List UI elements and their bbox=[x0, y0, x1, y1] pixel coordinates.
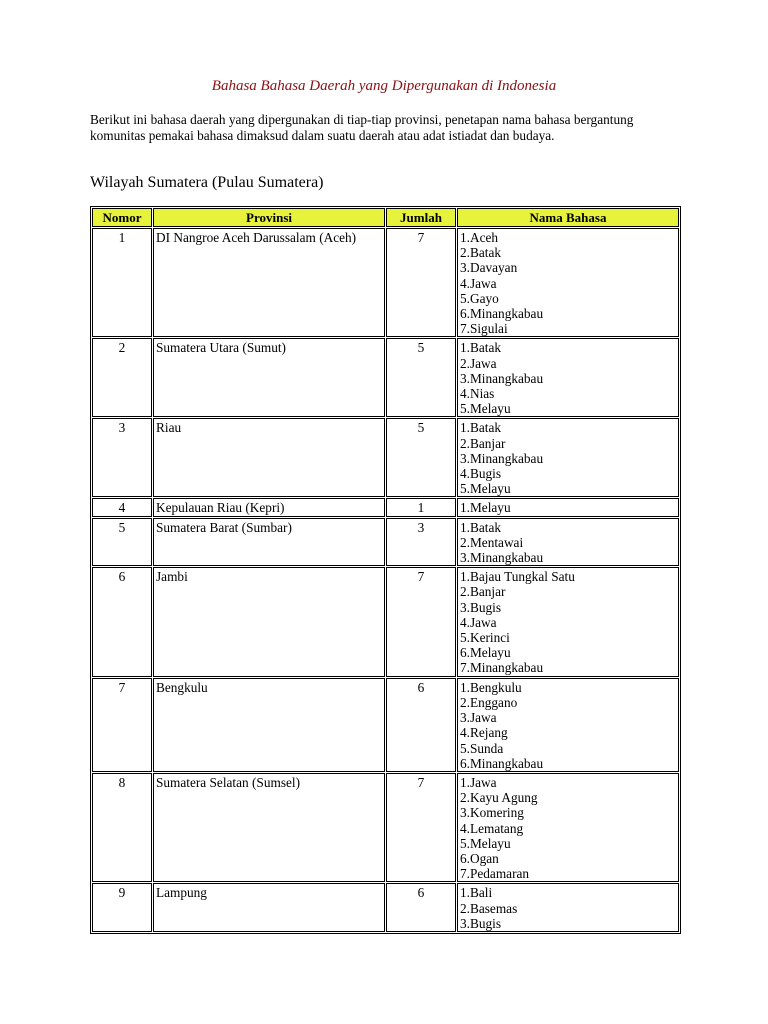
language-item: 2.Banjar bbox=[460, 584, 506, 600]
table-row bbox=[92, 418, 679, 497]
language-item: 1.Bajau Tungkal Satu bbox=[460, 569, 575, 585]
cell-nomor: 8 bbox=[92, 773, 152, 882]
language-item: 1.Melayu bbox=[460, 500, 511, 516]
table-row bbox=[92, 567, 679, 676]
header-jumlah: Jumlah bbox=[386, 208, 456, 227]
language-item: 3.Davayan bbox=[460, 260, 518, 276]
cell-nama-bahasa bbox=[457, 228, 679, 337]
language-item: 4.Bugis bbox=[460, 466, 502, 482]
language-item: 6.Melayu bbox=[460, 645, 511, 661]
cell-nomor: 4 bbox=[92, 498, 152, 516]
cell-provinsi: Jambi bbox=[153, 567, 385, 676]
table-row bbox=[92, 773, 679, 882]
language-item: 5.Sunda bbox=[460, 740, 504, 756]
language-item: 3.Minangkabau bbox=[460, 450, 544, 466]
language-item: 5.Gayo bbox=[460, 290, 499, 306]
cell-jumlah: 7 bbox=[386, 228, 456, 337]
cell-nama-bahasa bbox=[457, 883, 679, 932]
language-item: 2.Enggano bbox=[460, 694, 518, 710]
language-item: 2.Jawa bbox=[460, 355, 497, 371]
language-item: 4.Lematang bbox=[460, 820, 524, 836]
language-item: 1.Bali bbox=[460, 885, 493, 901]
cell-nama-bahasa bbox=[457, 418, 679, 497]
language-item: 1.Batak bbox=[460, 340, 501, 356]
cell-nama-bahasa bbox=[457, 498, 679, 516]
language-item: 1.Batak bbox=[460, 519, 501, 535]
cell-nama-bahasa bbox=[457, 518, 679, 567]
language-item: 6.Minangkabau bbox=[460, 306, 544, 322]
table-row bbox=[92, 498, 679, 516]
intro-paragraph: Berikut ini bahasa daerah yang dipergunakan di tiap-tiap provinsi, penetapan nama bahasa bergantung komunitas pemakai bahasa dimaksud dalam suatu daerah atau adat istiadat dan budaya. bbox=[90, 112, 634, 143]
language-item: 4.Jawa bbox=[460, 275, 497, 291]
section-heading: Wilayah Sumatera (Pulau Sumatera) bbox=[90, 174, 324, 191]
cell-nama-bahasa bbox=[457, 773, 679, 882]
language-item: 1.Jawa bbox=[460, 774, 497, 790]
language-item: 3.Komering bbox=[460, 805, 524, 821]
table-header-row bbox=[92, 208, 679, 227]
language-item: 3.Bugis bbox=[460, 915, 502, 931]
language-table bbox=[90, 206, 681, 934]
cell-provinsi: Bengkulu bbox=[153, 678, 385, 772]
cell-nomor: 1 bbox=[92, 228, 152, 337]
language-item: 5.Kerinci bbox=[460, 630, 510, 646]
language-item: 4.Rejang bbox=[460, 725, 508, 741]
table-body bbox=[92, 228, 679, 932]
language-item: 7.Pedamaran bbox=[460, 866, 530, 882]
language-item: 2.Banjar bbox=[460, 435, 506, 451]
cell-jumlah: 5 bbox=[386, 338, 456, 417]
cell-jumlah: 7 bbox=[386, 567, 456, 676]
language-item: 7.Minangkabau bbox=[460, 660, 544, 676]
cell-provinsi: Sumatera Selatan (Sumsel) bbox=[153, 773, 385, 882]
language-item: 2.Kayu Agung bbox=[460, 790, 538, 806]
language-item: 6.Minangkabau bbox=[460, 755, 544, 771]
table-row bbox=[92, 678, 679, 772]
cell-nomor: 5 bbox=[92, 518, 152, 567]
cell-provinsi: DI Nangroe Aceh Darussalam (Aceh) bbox=[153, 228, 385, 337]
language-item: 4.Nias bbox=[460, 386, 495, 402]
cell-jumlah: 6 bbox=[386, 678, 456, 772]
cell-jumlah: 7 bbox=[386, 773, 456, 882]
cell-jumlah: 5 bbox=[386, 418, 456, 497]
language-item: 1.Aceh bbox=[460, 230, 499, 245]
cell-nomor: 9 bbox=[92, 883, 152, 932]
language-item: 7.Sigulai bbox=[460, 321, 508, 337]
language-item: 2.Batak bbox=[460, 245, 501, 261]
language-item: 1.Batak bbox=[460, 420, 501, 436]
cell-provinsi: Sumatera Barat (Sumbar) bbox=[153, 518, 385, 567]
language-item: 5.Melayu bbox=[460, 481, 511, 497]
cell-provinsi: Kepulauan Riau (Kepri) bbox=[153, 498, 385, 516]
language-item: 4.Jawa bbox=[460, 614, 497, 630]
language-item: 3.Jawa bbox=[460, 710, 497, 726]
header-nama-bahasa: Nama Bahasa bbox=[457, 208, 679, 227]
cell-provinsi: Sumatera Utara (Sumut) bbox=[153, 338, 385, 417]
table-row bbox=[92, 338, 679, 417]
cell-jumlah: 3 bbox=[386, 518, 456, 567]
language-item: 6.Ogan bbox=[460, 850, 499, 866]
cell-nama-bahasa bbox=[457, 567, 679, 676]
language-item: 5.Melayu bbox=[460, 401, 511, 417]
cell-nomor: 6 bbox=[92, 567, 152, 676]
header-provinsi: Provinsi bbox=[153, 208, 385, 227]
cell-jumlah: 1 bbox=[386, 498, 456, 516]
language-item: 1.Bengkulu bbox=[460, 679, 522, 695]
table-row bbox=[92, 883, 679, 932]
cell-provinsi: Riau bbox=[153, 418, 385, 497]
cell-nama-bahasa bbox=[457, 338, 679, 417]
language-item: 2.Mentawai bbox=[460, 534, 524, 550]
language-item: 2.Basemas bbox=[460, 900, 518, 916]
header-nomor: Nomor bbox=[92, 208, 152, 227]
language-item: 3.Bugis bbox=[460, 599, 502, 615]
table-row bbox=[92, 518, 679, 567]
language-item: 3.Minangkabau bbox=[460, 370, 544, 386]
language-item: 3.Minangkabau bbox=[460, 550, 544, 566]
table-row bbox=[92, 228, 679, 337]
page-title: Bahasa Bahasa Daerah yang Dipergunakan di Indonesia bbox=[211, 78, 557, 94]
cell-nomor: 3 bbox=[92, 418, 152, 497]
language-item: 5.Melayu bbox=[460, 835, 511, 851]
cell-jumlah: 6 bbox=[386, 883, 456, 932]
cell-nomor: 2 bbox=[92, 338, 152, 417]
cell-nama-bahasa bbox=[457, 678, 679, 772]
cell-nomor: 7 bbox=[92, 678, 152, 772]
cell-provinsi: Lampung bbox=[153, 883, 385, 932]
